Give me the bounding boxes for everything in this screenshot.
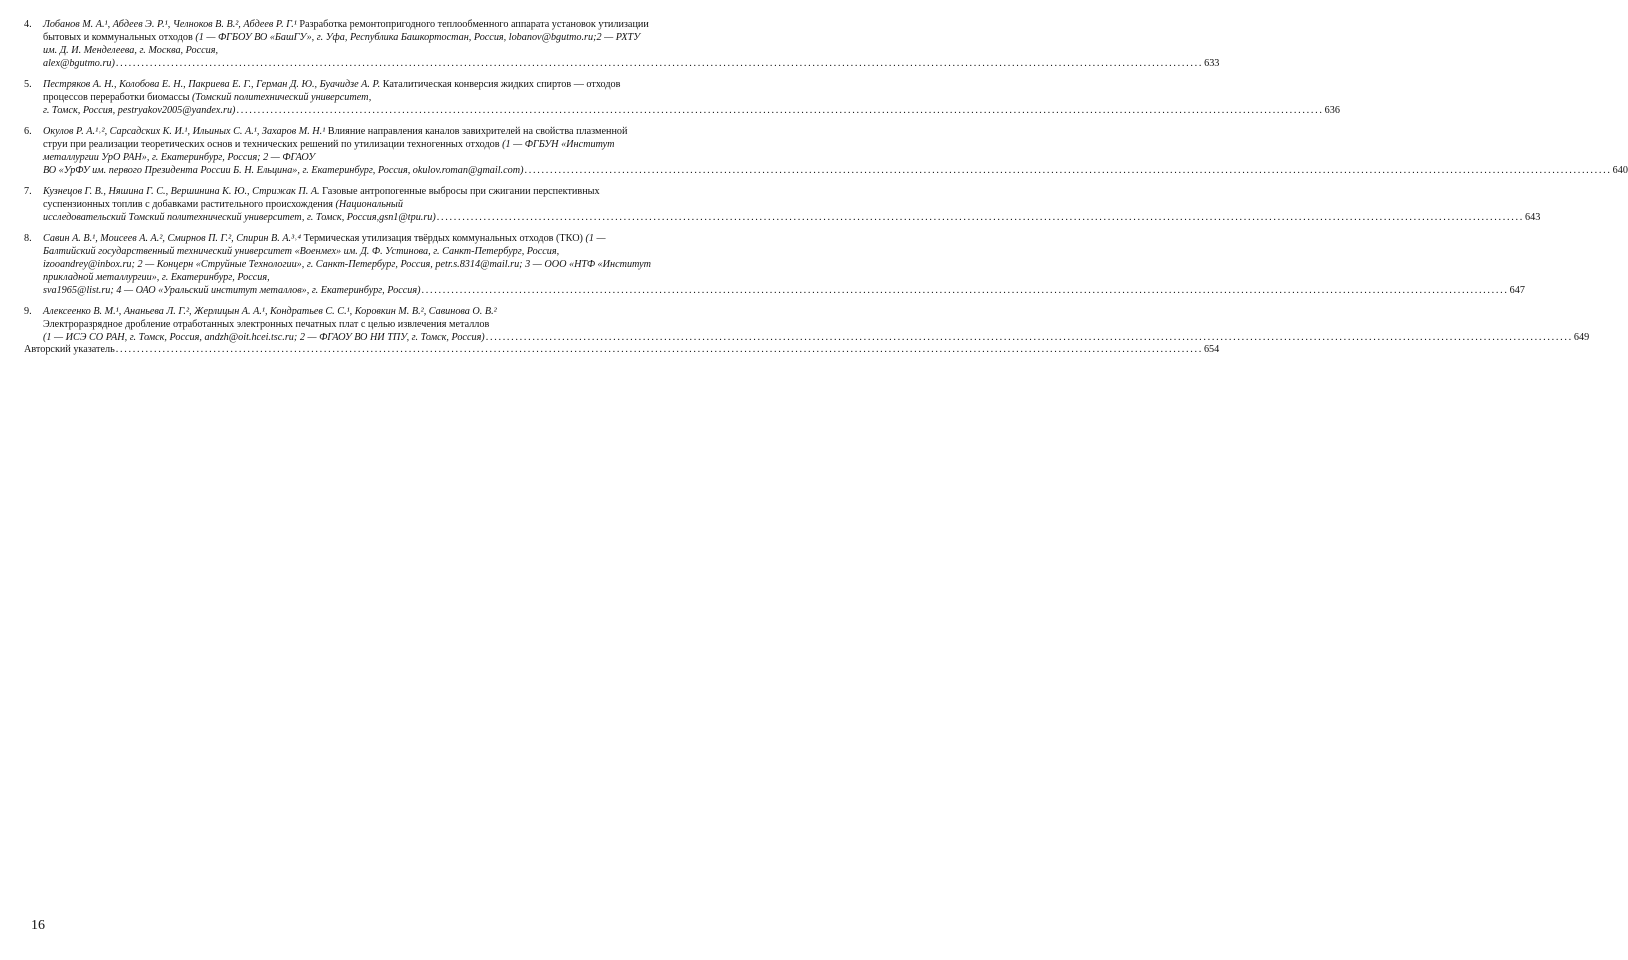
entry-leader-line xyxy=(43,57,1220,70)
entry-title: Электроразрядное дробление отработанных электронных печатных плат с целью извлечения металлов xyxy=(43,319,490,330)
toc-entry xyxy=(24,232,1525,297)
entry-title: Влияние направления каналов завихрителей на свойства плазменной струи при реализации теоретических основ и технических решений по утилизации техногенных отходов xyxy=(43,126,628,150)
entry-title: Разработка ремонтопригодного теплообменного аппарата установок утилизации бытовых и коммунальных отходов xyxy=(43,19,649,43)
entry-affiliation: (1 — ФГБУН «Институт металлургии УрО РАН», г. Екатеринбург, Россия; 2 — ФГАОУ xyxy=(43,139,615,163)
dot-leader xyxy=(437,211,1524,224)
toc-entry xyxy=(24,185,1541,224)
toc-entry xyxy=(24,125,1628,177)
entry-affiliation-end: ВО «УрФУ им. первого Президента России Б. Н. Ельцина», г. Екатеринбург, Россия, okulov.roman@gmail.com) xyxy=(43,165,524,176)
entry-affiliation-end: исследовательский Томский политехнический университет, г. Томск, Россия,gsn1@tpu.ru) xyxy=(43,212,436,223)
entry-affiliation-end: alex@bgutmo.ru) xyxy=(43,58,115,69)
author-index-line[interactable] xyxy=(24,343,1220,356)
entry-authors: Кузнецов Г. В., Няшина Г. С., Вершинина К. Ю., Стрижак П. А. xyxy=(43,186,320,197)
entry-page[interactable]: 647 xyxy=(1509,285,1525,296)
entry-leader-line xyxy=(43,104,1340,117)
toc-entry xyxy=(24,78,1340,117)
entry-authors: Алексеенко В. М.¹, Ананьева Л. Г.², Жерлицын А. А.¹, Кондратьев С. С.¹, Коровкин М. В.², Савинова О. В.² xyxy=(43,306,497,317)
entry-leader-line xyxy=(43,211,1541,224)
entry-number: 6. xyxy=(24,126,32,137)
entry-number: 7. xyxy=(24,186,32,197)
entry-number: 5. xyxy=(24,79,32,90)
dot-leader xyxy=(116,57,1203,70)
entry-authors: Окулов Р. А.¹˒², Сарсадских К. И.¹, Ильиных С. А.¹, Захаров М. Н.¹ xyxy=(43,126,326,137)
dot-leader xyxy=(524,164,1611,177)
dot-leader xyxy=(421,284,1508,297)
entry-authors: Лобанов М. А.¹, Абдеев Э. Р.¹, Челноков В. В.², Абдеев Р. Г.¹ xyxy=(43,19,297,30)
entry-affiliation: (Национальный xyxy=(335,199,403,210)
entry-affiliation-end: (1 — ИСЭ СО РАН, г. Томск, Россия, andzh@oit.hcei.tsc.ru; 2 — ФГАОУ ВО НИ ТПУ, г. Томск, Россия) xyxy=(43,332,485,343)
entry-page[interactable]: 640 xyxy=(1612,165,1628,176)
entry-authors: Пестряков А. Н., Колобова Е. Н., Пакриева Е. Г., Герман Д. Ю., Буачидзе А. Р. xyxy=(43,79,381,90)
author-index-label: Авторский указатель xyxy=(24,344,115,355)
entry-page[interactable]: 636 xyxy=(1324,105,1340,116)
dot-leader xyxy=(116,343,1203,356)
toc-entry xyxy=(24,305,1590,344)
page-number: 16 xyxy=(31,918,45,933)
entry-page[interactable]: 649 xyxy=(1573,332,1590,343)
entry-affiliation: (1 — Балтийский государственный технический университет «Военмех» им. Д. Ф. Устинова, г. Санкт-Петербург, Россия, izooandrey@inbox.ru; 2 — Концерн «Струйные Технологии», г. Санкт-Петербург, Россия, petr.s.8314@mail.ru; 3 — ООО «НТФ «Институт прикладной металлургии», г. Екатеринбург, Россия, xyxy=(43,233,652,283)
author-index-page: 654 xyxy=(1203,344,1220,355)
entry-number: 9. xyxy=(24,306,32,317)
entry-authors: Савин А. В.¹, Моисеев А. А.², Смирнов П. Г.², Спирин В. А.³˒⁴ xyxy=(43,233,302,244)
entry-number: 4. xyxy=(24,19,32,30)
entry-affiliation-end: г. Томск, Россия, pestryakov2005@yandex.ru) xyxy=(43,105,236,116)
entry-leader-line xyxy=(43,164,1628,177)
entry-leader-line xyxy=(43,284,1525,297)
entry-affiliation-end: sva1965@list.ru; 4 — ОАО «Уральский институт металлов», г. Екатеринбург, Россия) xyxy=(43,285,421,296)
dot-leader xyxy=(236,104,1323,117)
entry-affiliation: (1 — ФГБОУ ВО «БашГУ», г. Уфа, Республика Башкортостан, Россия, lobanov@bgutmo.ru;2 — РХТУ им. Д. И. Менделеева, г. Москва, Россия, xyxy=(43,32,641,56)
toc-entry xyxy=(24,18,1220,70)
entry-number: 8. xyxy=(24,233,32,244)
entry-page[interactable]: 643 xyxy=(1525,212,1541,223)
entry-title: Термическая утилизация твёрдых коммунальных отходов (ТКО) xyxy=(303,233,583,244)
entry-title: Каталитическая конверсия жидких спиртов — отходов процессов переработки биомассы xyxy=(43,79,621,103)
entry-page[interactable]: 633 xyxy=(1204,58,1220,69)
entry-affiliation: (Томский политехнический университет, xyxy=(191,92,372,103)
entry-title: Газовые антропогенные выбросы при сжигании перспективных суспензионных топлив с добавками растительного происхождения xyxy=(43,186,600,210)
